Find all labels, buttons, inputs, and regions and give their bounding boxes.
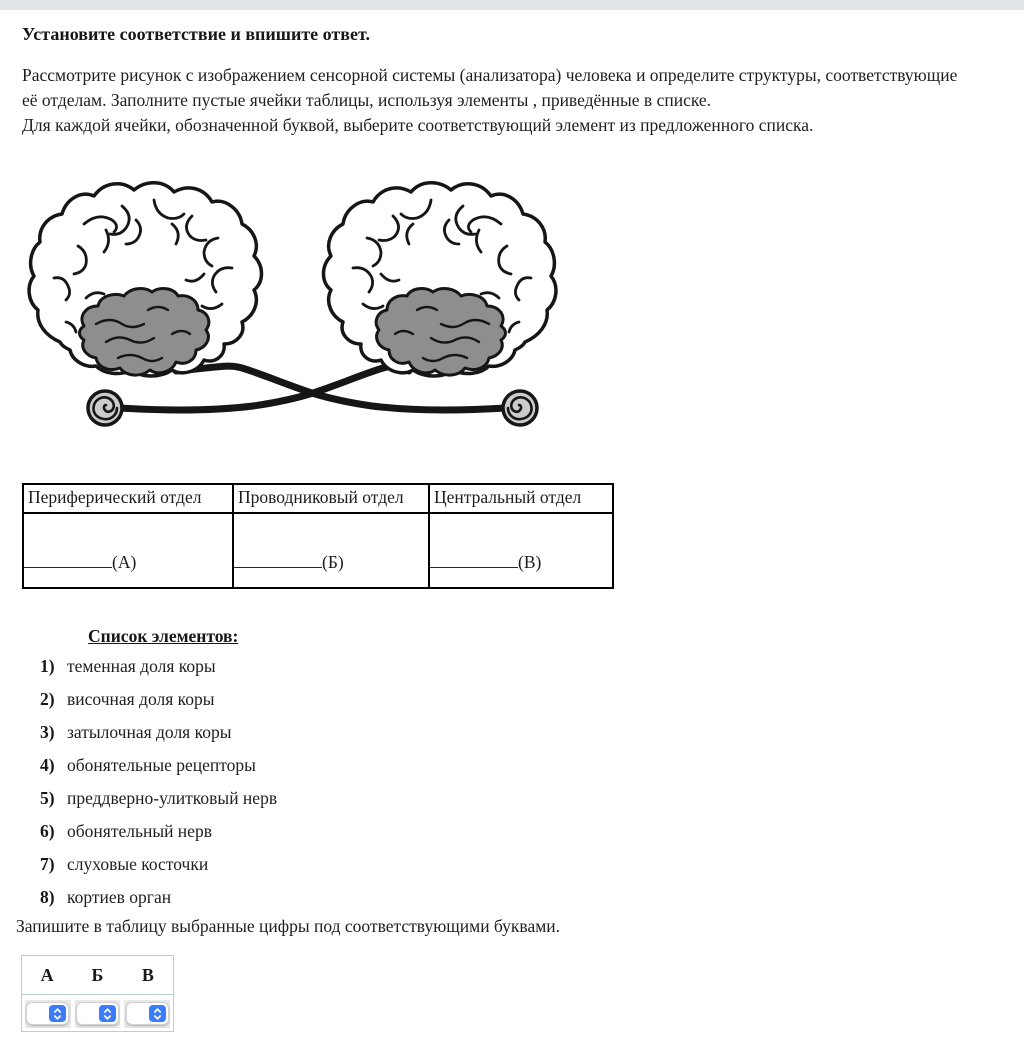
instruction-line-1: Рассмотрите рисунок с изображением сенсорной системы (анализатора) человека и определите структуры, соответствующие	[22, 65, 958, 85]
match-table-header-central: Центральный отдел	[429, 484, 613, 513]
blank-letter-a: (А)	[112, 552, 137, 572]
list-item-number: 1)	[40, 656, 55, 676]
answer-select-a[interactable]	[26, 1002, 69, 1025]
list-item	[40, 722, 277, 755]
task-instructions	[22, 63, 957, 138]
auditory-analyzer-diagram	[20, 168, 565, 435]
answer-table-select-row	[22, 995, 173, 1032]
list-item	[40, 689, 277, 722]
list-item-text: обонятельные рецепторы	[67, 755, 256, 775]
answer-column-a: А	[40, 964, 54, 985]
answer-select-b[interactable]	[76, 1002, 119, 1025]
match-table-cell-v	[429, 513, 613, 588]
list-item	[40, 854, 277, 887]
list-item	[40, 755, 277, 788]
select-stepper-icon	[99, 1005, 116, 1022]
answer-select-cell-v	[124, 1000, 170, 1028]
list-item-text: височная доля коры	[67, 689, 215, 709]
list-item-number: 2)	[40, 689, 55, 709]
answer-select-cell-a	[25, 1000, 71, 1028]
auditory-analyzer-figure	[20, 168, 565, 435]
cochlea-left	[88, 391, 122, 425]
match-table-blank-row	[23, 513, 613, 588]
list-item-text: слуховые косточки	[67, 854, 209, 874]
match-table-header-conductive: Проводниковый отдел	[233, 484, 429, 513]
blank-line-b	[234, 554, 322, 568]
blank-letter-v: (В)	[518, 552, 542, 572]
top-bar	[0, 0, 1024, 10]
match-table-cell-a	[23, 513, 233, 588]
list-item-text: преддверно-улитковый нерв	[67, 788, 278, 808]
instruction-line-3: Для каждой ячейки, обозначенной буквой, выберите соответствующий элемент из предложенного списка.	[22, 115, 814, 135]
select-stepper-icon	[49, 1005, 66, 1022]
list-item-text: обонятельный нерв	[67, 821, 212, 841]
answer-table-header-row	[22, 956, 173, 995]
list-item	[40, 788, 277, 821]
elements-list	[40, 656, 277, 920]
list-item	[40, 821, 277, 854]
answer-table	[21, 955, 174, 1032]
instruction-line-2: её отделам. Заполните пустые ячейки таблицы, используя элементы , приведённые в списке.	[22, 90, 712, 110]
list-item-text: кортиев орган	[67, 887, 172, 907]
select-stepper-icon	[149, 1005, 166, 1022]
page-title: Установите соответствие и впишите ответ.	[22, 24, 370, 44]
write-answer-instruction: Запишите в таблицу выбранные цифры под соответствующими буквами.	[16, 916, 561, 936]
answer-column-b: Б	[91, 964, 104, 985]
blank-line-v	[430, 554, 518, 568]
list-item-text: теменная доля коры	[67, 656, 216, 676]
blank-letter-b: (Б)	[322, 552, 344, 572]
cochlea-right	[503, 391, 537, 425]
list-item-number: 7)	[40, 854, 55, 874]
answer-select-v[interactable]	[126, 1002, 169, 1025]
match-table-cell-b	[233, 513, 429, 588]
brain-left-hemisphere	[29, 183, 261, 376]
elements-list-heading: Список элементов:	[88, 626, 239, 646]
list-item-number: 3)	[40, 722, 55, 742]
list-item-number: 8)	[40, 887, 55, 907]
match-table-header-peripheral: Периферический отдел	[23, 484, 233, 513]
brain-right-hemisphere	[324, 183, 556, 376]
list-item-number: 5)	[40, 788, 55, 808]
list-item-text: затылочная доля коры	[67, 722, 232, 742]
blank-line-a	[24, 554, 112, 568]
list-item-number: 6)	[40, 821, 55, 841]
list-item	[40, 656, 277, 689]
answer-column-v: В	[141, 964, 154, 985]
match-table	[22, 483, 614, 589]
match-table-header-row	[23, 484, 613, 513]
list-item-number: 4)	[40, 755, 55, 775]
answer-select-cell-b	[75, 1000, 121, 1028]
